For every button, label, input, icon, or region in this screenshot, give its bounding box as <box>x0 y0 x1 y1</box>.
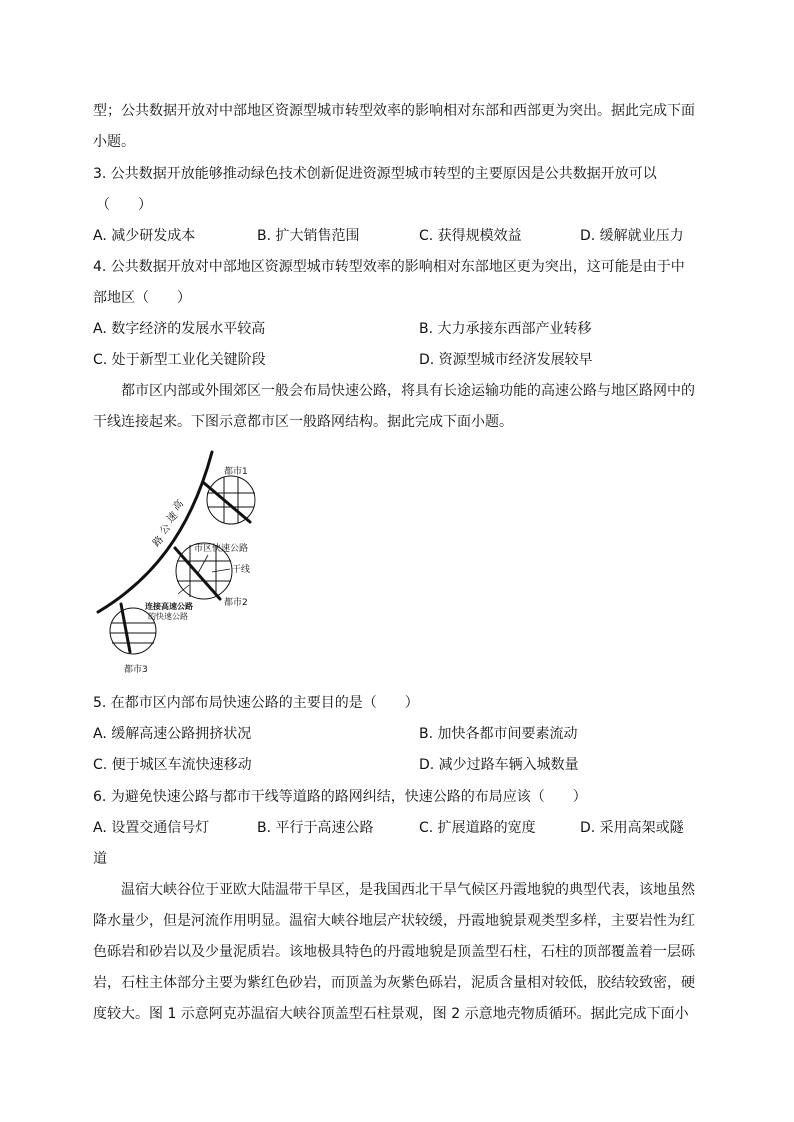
intro-line-1: 型；公共数据开放对中部地区资源型城市转型效率的影响相对东部和西部更为突出。据此完成下面 <box>93 103 695 119</box>
material3-line-3: 色砾岩和砂岩以及少量泥质岩。该地极具特色的丹霞地貌是顶盖型石柱，石柱的顶部覆盖着一层砾 <box>93 944 695 960</box>
urban-expressway-label: 市区快速公路 <box>194 544 249 554</box>
q4-option-d: D. 资源型城市经济发展较早 <box>419 352 593 368</box>
q3-option-b: B. 扩大销售范围 <box>257 228 360 244</box>
q3-option-c: C. 获得规模效益 <box>419 228 522 244</box>
q6-option-a: A. 设置交通信号灯 <box>93 820 210 836</box>
q4-option-c: C. 处于新型工业化关键阶段 <box>93 352 266 368</box>
highway-char-2: 速 <box>165 510 180 526</box>
q6-option-c: C. 扩展道路的宽度 <box>419 820 536 836</box>
q5-option-d: D. 减少过路车辆入城数量 <box>419 757 579 773</box>
connector-label-2: 的快速公路 <box>148 612 188 621</box>
city1-expressway <box>204 483 250 522</box>
q6-option-d-wrap: 道 <box>93 851 107 867</box>
q4-option-a: A. 数字经济的发展水平较高 <box>93 321 266 337</box>
city1-label: 都市1 <box>224 467 248 477</box>
q5-option-c: C. 便于城区车流快速移动 <box>93 757 252 773</box>
connector-label-1: 连接高速公路 <box>145 602 193 611</box>
q6-option-d: D. 采用高架或隧 <box>580 820 684 836</box>
road-network-figure <box>90 446 270 680</box>
q4-stem: 4. 公共数据开放对中部地区资源型城市转型效率的影响相对东部地区更为突出，这可能是由于中 <box>93 259 685 275</box>
material2-line-1: 都市区内部或外围郊区一般会布局快速公路，将具有长途运输功能的高速公路与地区路网中的 <box>121 383 695 399</box>
q6-stem: 6. 为避免快速公路与都市干线等道路的路网纠结，快速公路的布局应该（ ） <box>93 789 587 805</box>
highway-char-3: 公 <box>158 522 173 538</box>
q3-stem: 3. 公共数据开放能够推动绿色技术创新促进资源型城市转型的主要原因是公共数据开放可以 <box>93 166 657 182</box>
material3-line-5: 度较大。图 1 示意阿克苏温宿大峡谷顶盖型石柱景观，图 2 示意地壳物质循环。据此完成下面小 <box>93 1006 689 1022</box>
q3-option-d: D. 缓解就业压力 <box>580 228 684 244</box>
q5-option-b: B. 加快各都市间要素流动 <box>419 726 578 742</box>
q4-stem-cont: 部地区（ ） <box>93 290 191 306</box>
highway-char-1: 高 <box>171 498 186 514</box>
city3-connector <box>121 604 130 652</box>
material3-line-4: 岩，石柱主体部分主要为紫红色砂岩，而顶盖为灰紫色砾岩，泥质含量相对较低，胶结较致密，硬 <box>93 975 695 991</box>
material2-line-2: 干线连接起来。下图示意都市区一般路网结构。据此完成下面小题。 <box>93 414 513 430</box>
q3-paren: （ ） <box>96 197 152 213</box>
city2-label: 都市2 <box>224 598 248 608</box>
q5-stem: 5. 在都市区内部布局快速公路的主要目的是（ ） <box>93 695 419 711</box>
city3-label: 都市3 <box>124 665 148 675</box>
material3-line-1: 温宿大峡谷位于亚欧大陆温带干旱区，是我国西北干旱气候区丹霞地貌的典型代表，该地虽然 <box>121 882 695 898</box>
intro-line-2: 小题。 <box>93 134 135 150</box>
highway-line <box>98 452 212 612</box>
q3-option-a: A. 减少研发成本 <box>93 228 196 244</box>
material3-line-2: 降水量少，但是河流作用明显。温宿大峡谷地层产状较缓，丹霞地貌景观类型多样，主要岩性为红 <box>93 913 695 929</box>
trunk-label: 干线 <box>232 565 251 575</box>
q4-option-b: B. 大力承接东西部产业转移 <box>419 321 592 337</box>
city1-circle <box>207 476 255 524</box>
q5-option-a: A. 缓解高速公路拥挤状况 <box>93 726 252 742</box>
highway-char-4: 路 <box>151 534 166 550</box>
q6-option-b: B. 平行于高速公路 <box>257 820 374 836</box>
